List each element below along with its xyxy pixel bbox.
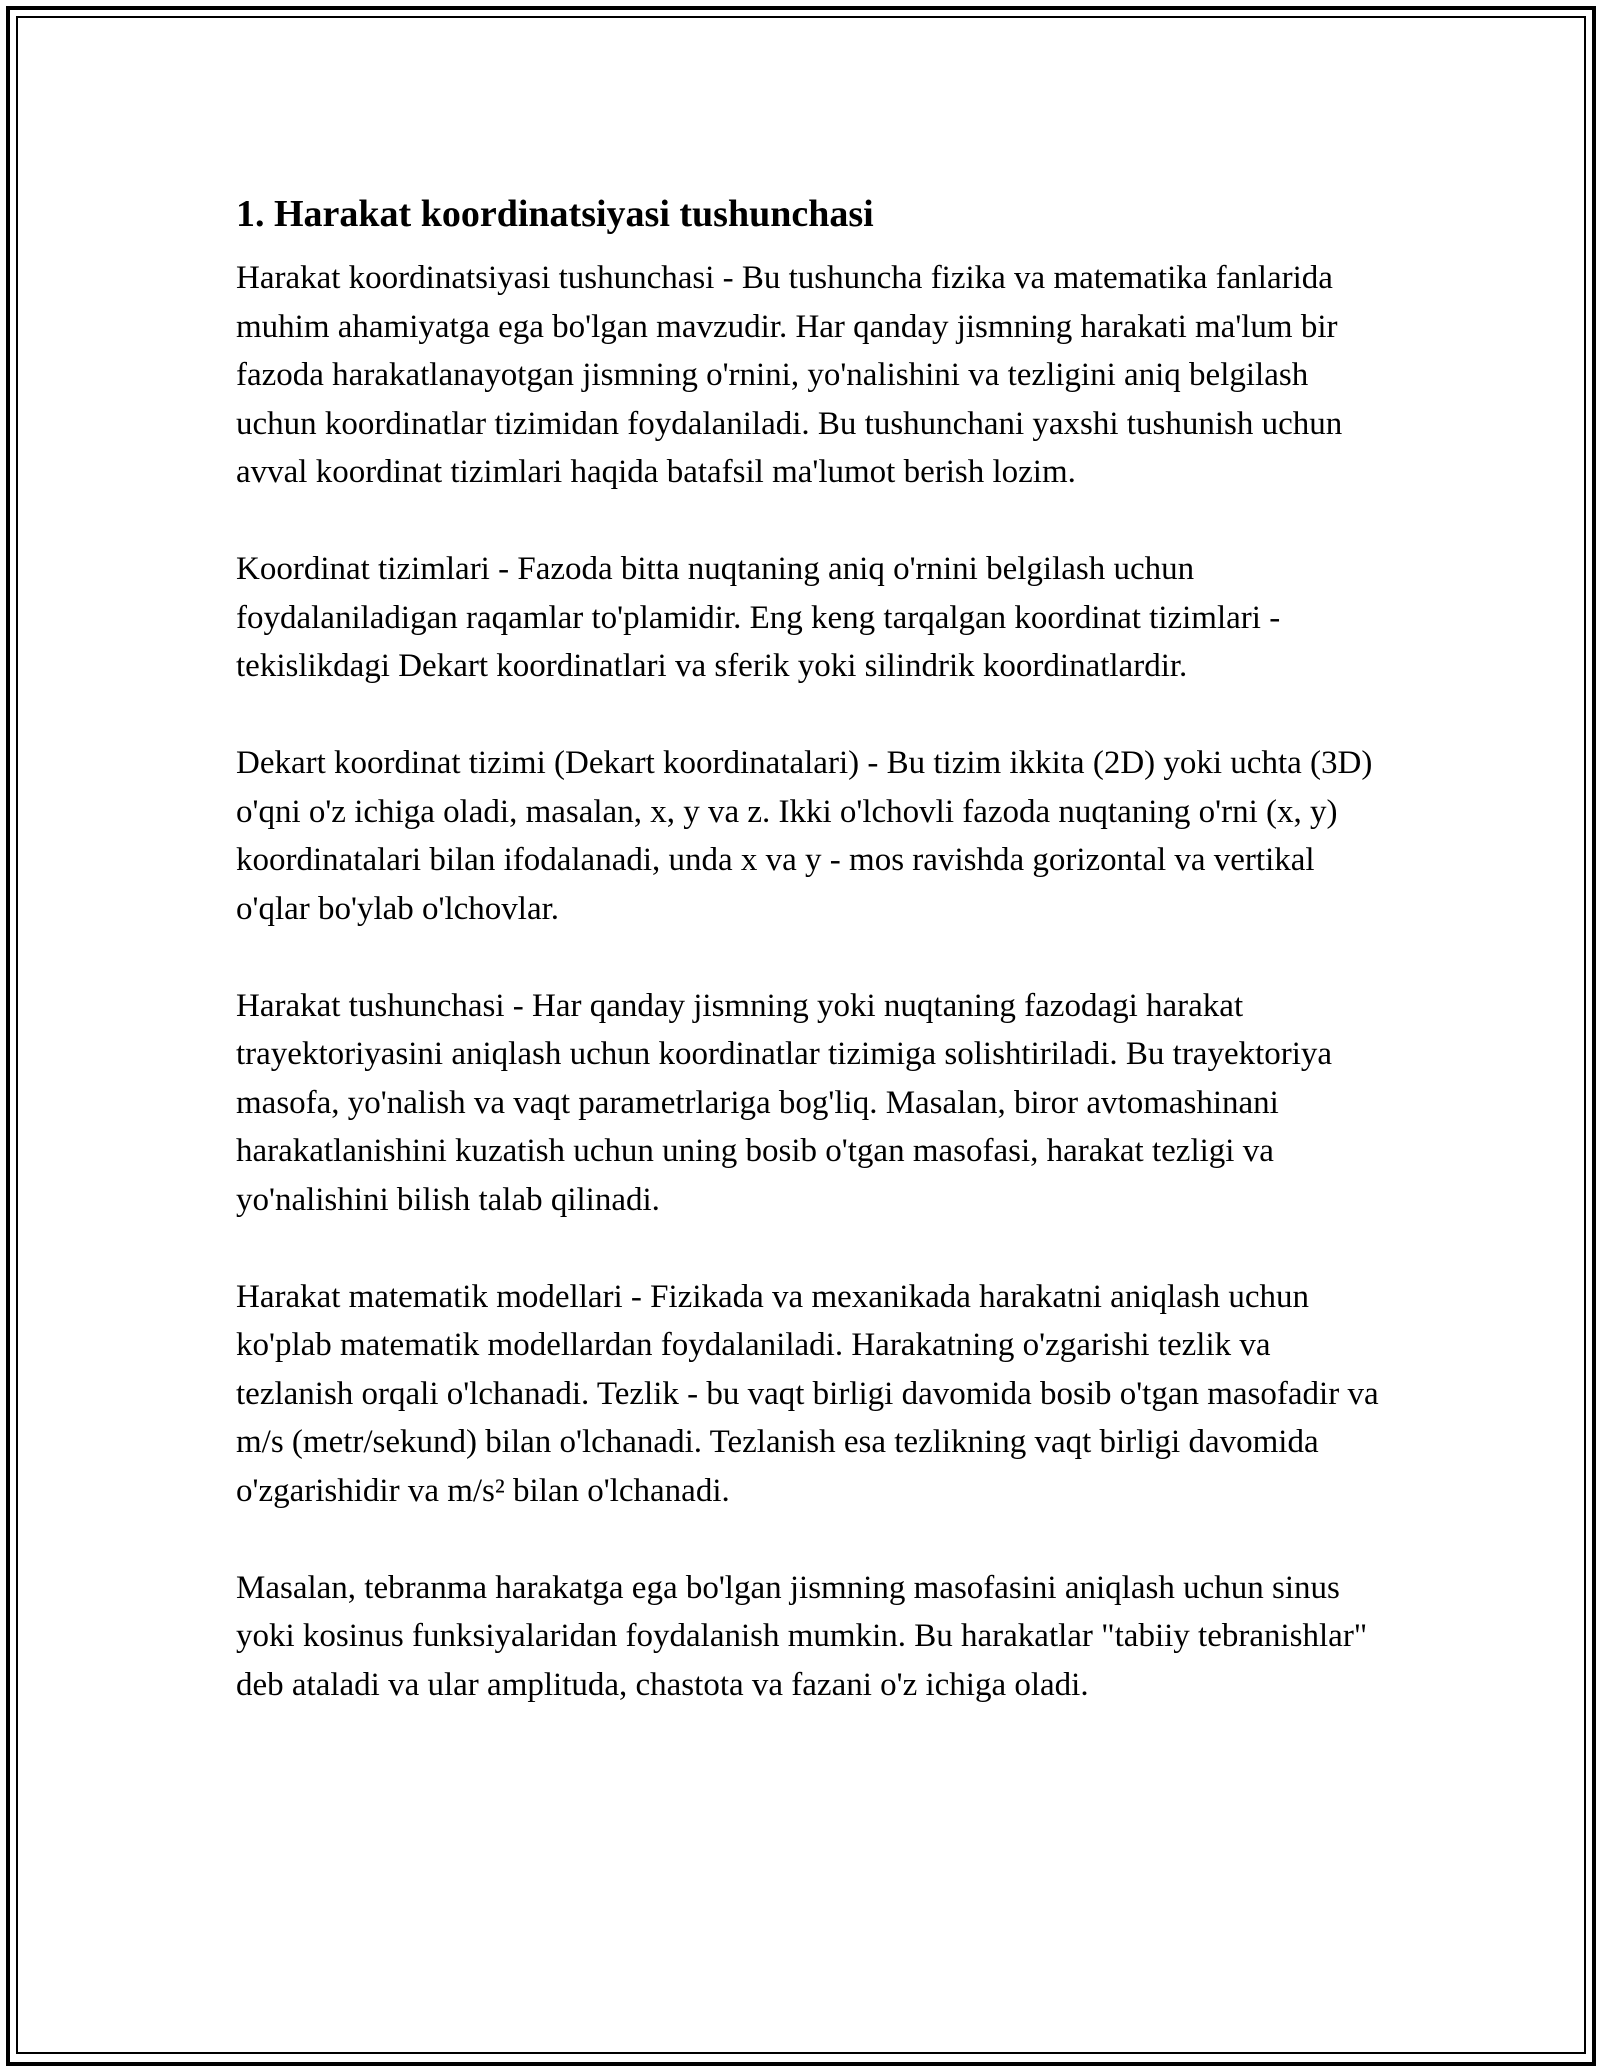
document-body (236, 186, 1386, 1758)
paragraph-dekart-koordinat-tizimi: Dekart koordinat tizimi (Dekart koordinatalari) - Bu tizim ikkita (2D) yoki uchta (3D) o'qni o'z ichiga oladi, masalan, x, y va z. Ikki o'lchovli fazoda nuqtaning o'rni (x, y) koordinatalari bilan ifodalanadi, unda x va y - mos ravishda gorizontal va vertikal o'qlar bo'ylab o'lchovlar. (236, 745, 1373, 927)
paragraph-matematik-modellar: Harakat matematik modellari - Fizikada va mexanikada harakatni aniqlash uchun ko'plab matematik modellardan foydalaniladi. Harakatning o'zgarishi tezlik va tezlanish orqali o'lchanadi. Tezlik - bu vaqt birligi davomida bosib o'tgan masofadir va m/s (metr/sekund) bilan o'lchanadi. Tezlanish esa tezlikning vaqt birligi davomida o'zgarishidir va m/s² bilan o'lchanadi. (236, 1278, 1379, 1509)
paragraph-harakat-tushunchasi: Harakat tushunchasi - Har qanday jismning yoki nuqtaning fazodagi harakat trayektoriyasini aniqlash uchun koordinatlar tizimiga solishtiriladi. Bu trayektoriya masofa, yo'nalish va vaqt parametrlariga bog'liq. Masalan, biror avtomashinani harakatlanishini kuzatish uchun uning bosib o'tgan masofasi, harakat tezligi va yo'nalishini bilish talab qilinadi. (236, 987, 1333, 1218)
section-heading: 1. Harakat koordinatsiyasi tushunchasi (236, 193, 874, 235)
paragraph-koordinat-tizimlari: Koordinat tizimlari - Fazoda bitta nuqtaning aniq o'rnini belgilash uchun foydalaniladigan raqamlar to'plamidir. Eng keng tarqalgan koordinat tizimlari - tekislikdagi Dekart koordinatlari va sferik yoki silindrik koordinatlardir. (236, 551, 1281, 684)
paragraph-tebranma-harakat: Masalan, tebranma harakatga ega bo'lgan jismning masofasini aniqlash uchun sinus yoki kosinus funksiyalaridan foydalanish mumkin. Bu harakatlar "tabiiy tebranishlar" deb ataladi va ular amplituda, chastota va fazani o'z ichiga oladi. (236, 1569, 1368, 1703)
paragraph-harakat-koordinatsiyasi: Harakat koordinatsiyasi tushunchasi - Bu tushuncha fizika va matematika fanlarida muhim ahamiyatga ega bo'lgan mavzudir. Har qanday jismning harakati ma'lum bir fazoda harakatlanayotgan jismning o'rnini, yo'nalishini va tezligini aniq belgilash uchun koordinatlar tizimidan foydalaniladi. Bu tushunchani yaxshi tushunish uchun avval koordinat tizimlari haqida batafsil ma'lumot berish lozim. (236, 260, 1343, 490)
